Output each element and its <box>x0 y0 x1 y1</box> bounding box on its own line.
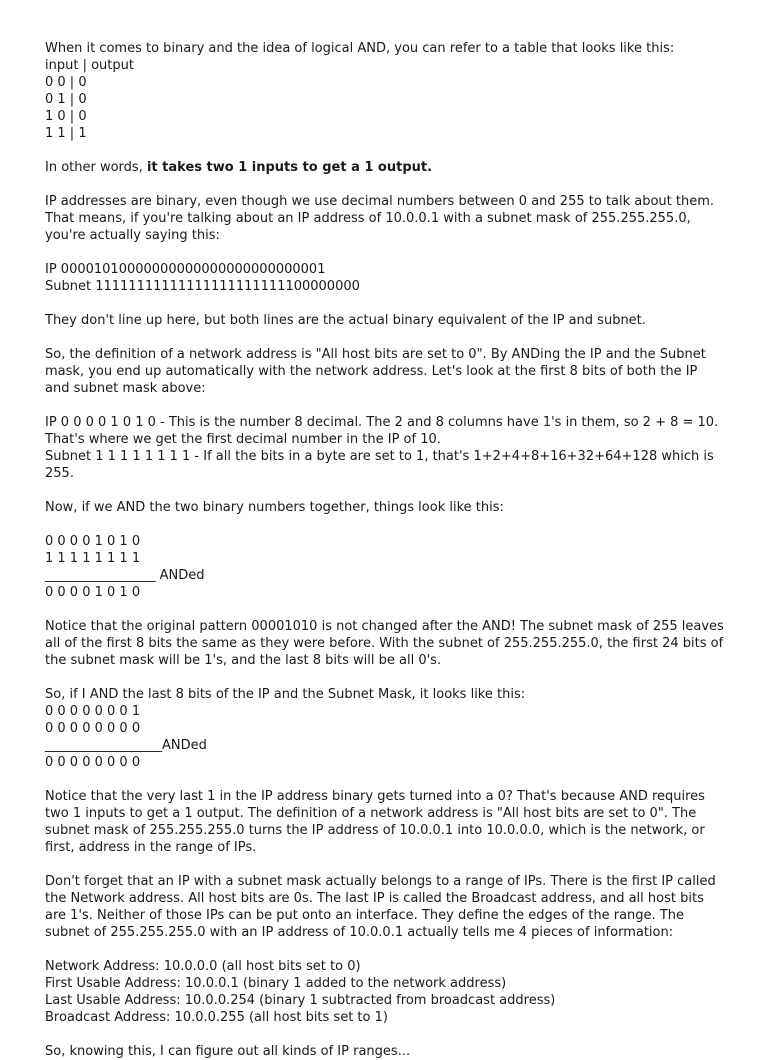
truth-table-row: 0 1 | 0 <box>45 92 87 107</box>
other-words-paragraph <box>45 159 725 176</box>
network-definition-paragraph: So, the definition of a network address is "All host bits are set to 0". By ANDing the IP and the Subnet mask, you end up automatically with the network address. Let's look at the first 8 bits of both the IP and subnet mask above: <box>45 347 706 396</box>
ip-binary-paragraph: IP addresses are binary, even though we use decimal numbers between 0 and 255 to talk about them. That means, if you're talking about an IP address of 10.0.0.1 with a subnet mask of 255.255.255.0, you're actually saying this: <box>45 194 715 243</box>
line-up-note: They don't line up here, but both lines are the actual binary equivalent of the IP and subnet. <box>45 313 646 328</box>
ip-binary-line: IP 00001010000000000000000000000001 <box>45 262 326 277</box>
and-row-ip: 0 0 0 0 0 0 0 1 <box>45 704 141 719</box>
truth-table-row: 1 0 | 0 <box>45 109 87 124</box>
address-list <box>45 958 725 1026</box>
ip-range-paragraph: Don't forget that an IP with a subnet mask actually belongs to a range of IPs. There is the first IP called the Network address. All host bits are 0s. The last IP is called the Broadcast address, and all host bits are 1's. Neither of those IPs can be put onto an interface. They define the edges of the range. The subnet of 255.255.255.0 with an IP address of 10.0.0.1 actually tells me 4 pieces of information: <box>45 874 716 940</box>
first-8-bits-section <box>45 414 725 482</box>
closing-paragraph: So, knowing this, I can figure out all kinds of IP ranges... <box>45 1044 411 1059</box>
and-row-ip: 0 0 0 0 1 0 1 0 <box>45 534 141 549</box>
other-words-emphasis: it takes two 1 inputs to get a 1 output. <box>146 160 433 175</box>
and-example-2-intro: So, if I AND the last 8 bits of the IP and the Subnet Mask, it looks like this: <box>45 687 526 702</box>
notice-paragraph-1: Notice that the original pattern 00001010 is not changed after the AND! The subnet mask of 255 leaves all of the first 8 bits the same as they were before. With the subnet of 255.255.255.0, the first 24 bits of the subnet mask will be 1's, and the last 8 bits will be all 0's. <box>45 619 724 668</box>
and-row-subnet: 0 0 0 0 0 0 0 0 <box>45 721 141 736</box>
truth-table-row: 1 1 | 1 <box>45 126 87 141</box>
binary-lines <box>45 261 725 295</box>
and-intro: Now, if we AND the two binary numbers together, things look like this: <box>45 500 504 515</box>
and-result: 0 0 0 0 0 0 0 0 <box>45 755 141 770</box>
first-usable-address-item: First Usable Address: 10.0.0.1 (binary 1 added to the network address) <box>45 976 507 991</box>
and-result: 0 0 0 0 1 0 1 0 <box>45 585 141 600</box>
network-address-item: Network Address: 10.0.0.0 (all host bits set to 0) <box>45 959 361 974</box>
ip-first-8-bits: IP 0 0 0 0 1 0 1 0 - This is the number 8 decimal. The 2 and 8 columns have 1's in them, so 2 + 8 = 10. That's where we get the first decimal number in the IP of 10. <box>45 415 719 447</box>
last-usable-address-item: Last Usable Address: 10.0.0.254 (binary 1 subtracted from broadcast address) <box>45 993 556 1008</box>
and-example-2 <box>45 686 725 771</box>
truth-table-header: input | output <box>45 58 134 73</box>
and-row-subnet: 1 1 1 1 1 1 1 1 <box>45 551 141 566</box>
subnet-binary-line: Subnet 11111111111111111111111100000000 <box>45 279 360 294</box>
and-example-1 <box>45 533 725 601</box>
notice-paragraph-2: Notice that the very last 1 in the IP address binary gets turned into a 0? That's because AND requires two 1 inputs to get a 1 output. The definition of a network address is "All host bits are set to 0". The subnet mask of 255.255.255.0 turns the IP address of 10.0.0.1 into 10.0.0.0, which is the network, or first, address in the range of IPs. <box>45 789 705 855</box>
subnet-first-8-bits: Subnet 1 1 1 1 1 1 1 1 - If all the bits in a byte are set to 1, that's 1+2+4+8+16+32+64+128 which is 255. <box>45 449 714 481</box>
intro-text: When it comes to binary and the idea of logical AND, you can refer to a table that looks like this: <box>45 41 675 56</box>
and-rule: _________________ ANDed <box>45 568 205 583</box>
broadcast-address-item: Broadcast Address: 10.0.0.255 (all host bits set to 1) <box>45 1010 388 1025</box>
other-words-prefix: In other words, <box>45 160 147 175</box>
and-rule: __________________ANDed <box>45 738 207 753</box>
truth-table-row: 0 0 | 0 <box>45 75 87 90</box>
intro-section <box>45 40 725 142</box>
